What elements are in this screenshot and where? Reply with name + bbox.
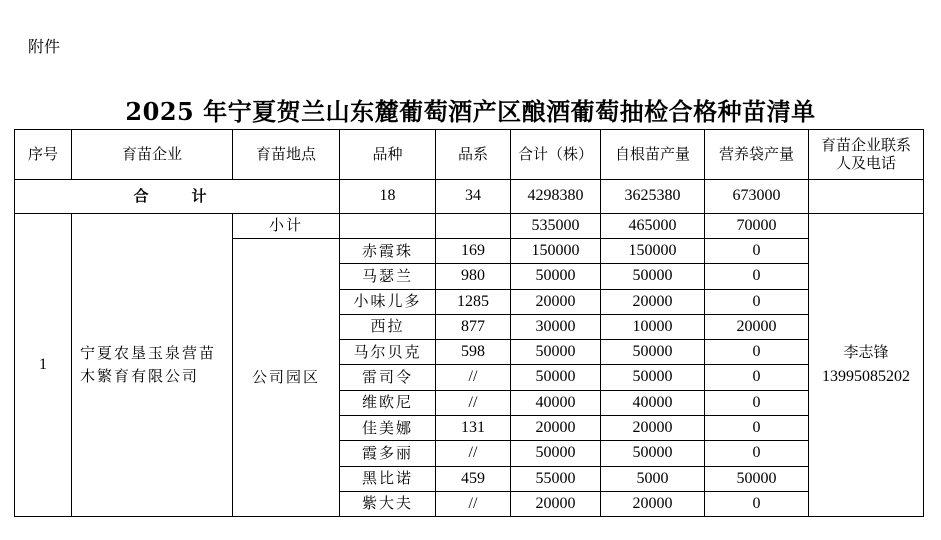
row-own-root-cell: 50000 [601,365,705,390]
total-line-count: 34 [436,180,511,214]
variety-cell: 紫大夫 [340,491,436,516]
attachment-label: 附件 [28,37,61,56]
subtotal-total: 535000 [511,214,601,239]
total-own-root: 3625380 [601,180,705,214]
header-nutrient-bag: 营养袋产量 [705,130,809,180]
row-own-root-cell: 50000 [601,264,705,289]
header-own-root: 自根苗产量 [601,130,705,180]
row-nutrient-bag-cell: 0 [705,416,809,441]
line-cell: 877 [436,314,511,339]
variety-cell: 小味儿多 [340,289,436,314]
row-own-root-cell: 40000 [601,390,705,415]
variety-cell: 雷司令 [340,365,436,390]
row-nutrient-bag-cell: 0 [705,441,809,466]
total-plants: 4298380 [511,180,601,214]
row-own-root-cell: 10000 [601,314,705,339]
subtotal-own-root: 465000 [601,214,705,239]
row-own-root-cell: 20000 [601,416,705,441]
total-label: 合 计 [15,180,340,214]
row-total-cell: 50000 [511,365,601,390]
row-nutrient-bag-cell: 0 [705,365,809,390]
row-total-cell: 50000 [511,340,601,365]
line-cell: 459 [436,466,511,491]
variety-cell: 马尔贝克 [340,340,436,365]
row-nutrient-bag-cell: 0 [705,264,809,289]
header-location: 育苗地点 [233,130,340,180]
row-nutrient-bag-cell: 50000 [705,466,809,491]
row-nutrient-bag-cell: 0 [705,491,809,516]
row-nutrient-bag-cell: 0 [705,239,809,264]
row-total-cell: 30000 [511,314,601,339]
variety-cell: 维欧尼 [340,390,436,415]
group-contact [809,214,924,517]
line-cell: 1285 [436,289,511,314]
row-nutrient-bag-cell: 0 [705,390,809,415]
row-nutrient-bag-cell: 20000 [705,314,809,339]
seedling-table [14,129,924,517]
variety-cell: 马瑟兰 [340,264,436,289]
line-cell: // [436,441,511,466]
line-cell: // [436,365,511,390]
row-own-root-cell: 50000 [601,441,705,466]
row-total-cell: 50000 [511,264,601,289]
variety-cell: 佳美娜 [340,416,436,441]
row-total-cell: 20000 [511,289,601,314]
header-row [15,130,924,180]
total-nutrient-bag: 673000 [705,180,809,214]
header-variety: 品种 [340,130,436,180]
variety-cell: 西拉 [340,314,436,339]
row-total-cell: 150000 [511,239,601,264]
header-total: 合计（株） [511,130,601,180]
row-own-root-cell: 150000 [601,239,705,264]
row-own-root-cell: 20000 [601,491,705,516]
variety-cell: 赤霞珠 [340,239,436,264]
row-total-cell: 20000 [511,491,601,516]
contact-phone: 13995085202 [822,368,910,386]
group-company: 宁夏农垦玉泉营苗木繁育有限公司 [72,214,233,517]
row-nutrient-bag-cell: 0 [705,289,809,314]
line-cell: // [436,390,511,415]
subtotal-label: 小计 [233,214,340,239]
header-contact: 育苗企业联系人及电话 [809,130,924,180]
variety-cell: 黑比诺 [340,466,436,491]
contact-name: 李志锋 [843,343,889,362]
header-company: 育苗企业 [72,130,233,180]
subtotal-variety-empty [340,214,436,239]
header-line: 品系 [436,130,511,180]
line-cell: 980 [436,264,511,289]
subtotal-row [15,214,924,239]
total-row [15,180,924,214]
row-total-cell: 40000 [511,390,601,415]
row-total-cell: 20000 [511,416,601,441]
line-cell: // [436,491,511,516]
row-total-cell: 55000 [511,466,601,491]
subtotal-nutrient-bag: 70000 [705,214,809,239]
row-own-root-cell: 50000 [601,340,705,365]
line-cell: 169 [436,239,511,264]
row-nutrient-bag-cell: 0 [705,340,809,365]
subtotal-line-empty [436,214,511,239]
row-own-root-cell: 20000 [601,289,705,314]
row-own-root-cell: 5000 [601,466,705,491]
total-contact-empty [809,180,924,214]
line-cell: 131 [436,416,511,441]
total-variety-count: 18 [340,180,436,214]
group-location: 公司园区 [233,239,340,517]
document-title: 2025 年宁夏贺兰山东麓葡萄酒产区酿酒葡萄抽检合格种苗清单 [125,97,816,126]
group-seq: 1 [15,214,72,517]
header-seq: 序号 [15,130,72,180]
variety-cell: 霞多丽 [340,441,436,466]
line-cell: 598 [436,340,511,365]
row-total-cell: 50000 [511,441,601,466]
